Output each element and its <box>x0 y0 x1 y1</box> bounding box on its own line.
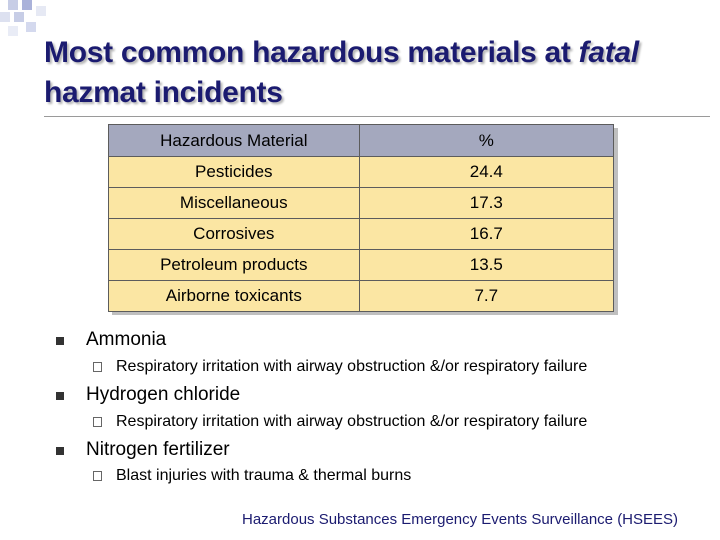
bullet-item <box>86 383 240 407</box>
percent-cell: 24.4 <box>359 157 613 188</box>
source-footer: Hazardous Substances Emergency Events Surveillance (HSEES) <box>242 511 679 528</box>
table-row <box>109 250 614 281</box>
table-row <box>109 157 614 188</box>
bullet-text: Hydrogen chloride <box>86 384 241 405</box>
title-prefix: Most common hazardous materials at <box>44 36 579 69</box>
sub-bullet-item <box>116 466 411 486</box>
bullet-item <box>86 328 166 352</box>
square-bullet-icon <box>56 392 64 400</box>
material-cell: Pesticides <box>109 157 360 188</box>
title-divider <box>44 116 710 117</box>
sub-bullet-item <box>116 357 587 377</box>
square-bullet-icon <box>56 337 64 345</box>
bullet-text: Nitrogen fertilizer <box>86 439 230 460</box>
slide-title <box>44 33 704 113</box>
hollow-square-bullet-icon <box>93 417 102 427</box>
hollow-square-bullet-icon <box>93 471 102 481</box>
header-percent: % <box>359 125 613 157</box>
title-line2: hazmat incidents <box>44 76 283 109</box>
percent-cell: 16.7 <box>359 219 613 250</box>
hazmat-table <box>108 124 614 312</box>
material-cell: Airborne toxicants <box>109 281 360 312</box>
square-bullet-icon <box>56 447 64 455</box>
sub-bullet-text: Blast injuries with trauma & thermal burns <box>116 467 412 484</box>
percent-cell: 7.7 <box>359 281 613 312</box>
hazmat-table-frame <box>108 124 614 311</box>
table-header-row <box>109 125 614 157</box>
percent-cell: 17.3 <box>359 188 613 219</box>
table-row <box>109 219 614 250</box>
sub-bullet-text: Respiratory irritation with airway obstruction &/or respiratory failure <box>116 358 588 375</box>
material-cell: Corrosives <box>109 219 360 250</box>
table-row <box>109 188 614 219</box>
sub-bullet-item <box>116 412 587 432</box>
header-material: Hazardous Material <box>109 125 360 157</box>
bullet-item <box>86 438 230 462</box>
bullet-text: Ammonia <box>86 329 167 350</box>
material-cell: Petroleum products <box>109 250 360 281</box>
hollow-square-bullet-icon <box>93 362 102 372</box>
percent-cell: 13.5 <box>359 250 613 281</box>
sub-bullet-text: Respiratory irritation with airway obstruction &/or respiratory failure <box>116 413 588 430</box>
table-row <box>109 281 614 312</box>
title-italic-word: fatal <box>578 36 639 69</box>
material-cell: Miscellaneous <box>109 188 360 219</box>
